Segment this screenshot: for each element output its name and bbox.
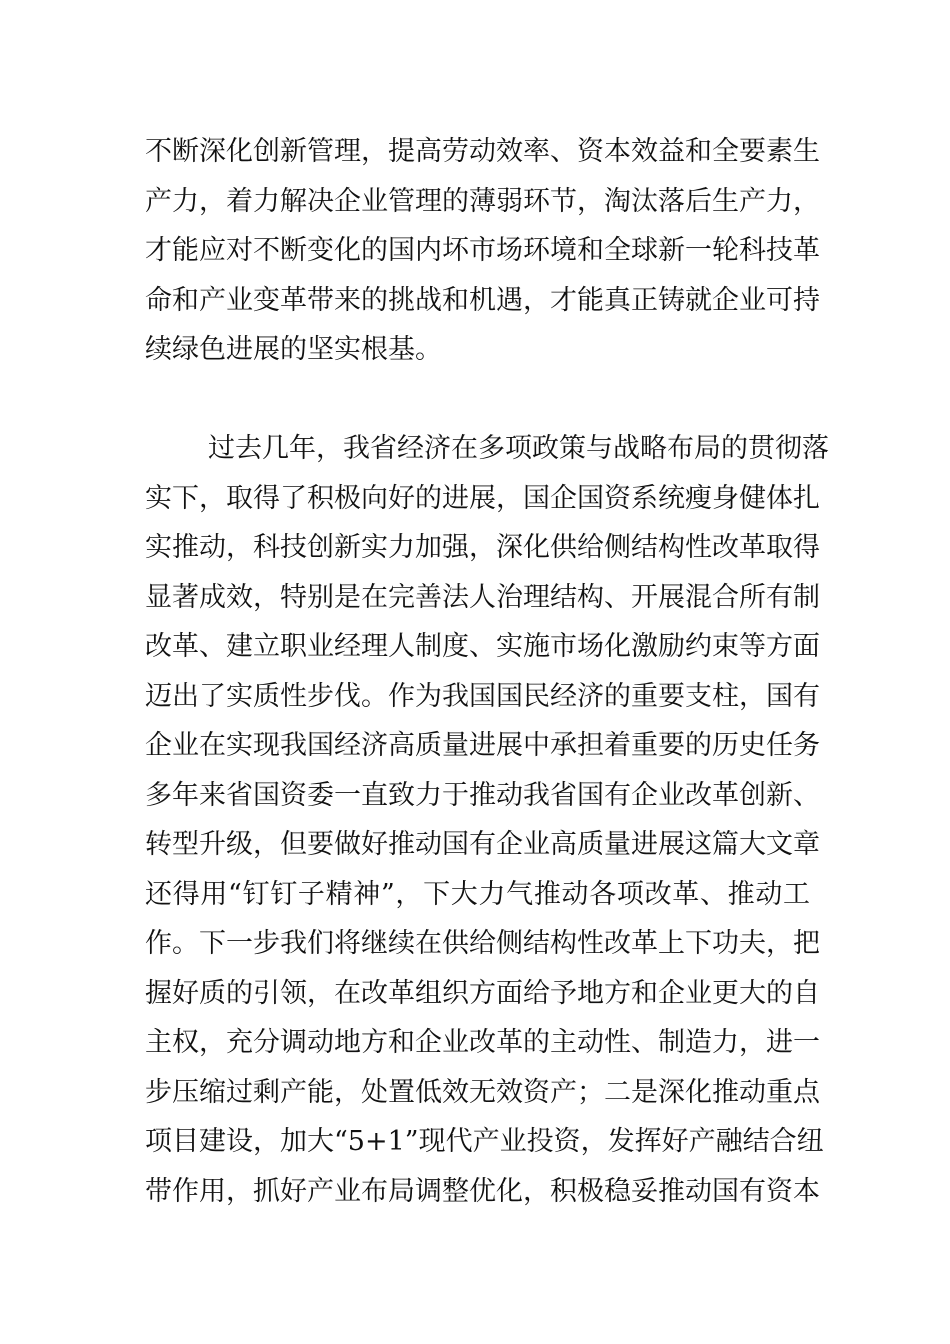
text-line: 主权，充分调动地方和企业改革的主动性、制造力，进一: [145, 1027, 820, 1058]
text-line: 显著成效，特别是在完善法人治理结构、开展混合所有制: [145, 582, 820, 613]
text-line: 企业在实现我国经济高质量进展中承担着重要的历史任务: [145, 730, 820, 761]
text-line: 才能应对不断变化的国内坏市场环境和全球新一轮科技革: [145, 235, 820, 266]
text-line: 实推动，科技创新实力加强，深化供给侧结构性改革取得: [145, 532, 820, 563]
text-line: 产力，着力解决企业管理的薄弱环节，淘汰落后生产力，: [145, 186, 820, 217]
text-line: 握好质的引领，在改革组织方面给予地方和企业更大的自: [145, 978, 820, 1009]
text-line: 转型升级，但要做好推动国有企业高质量进展这篇大文章: [145, 829, 820, 860]
text-line: 续绿色进展的坚实根基。: [145, 334, 442, 365]
text-line: 实下，取得了积极向好的进展，国企国资系统瘦身健体扎: [145, 483, 820, 514]
text-line: 还得用“钉钉子精神”，下大力气推动各项改革、推动工: [145, 879, 810, 910]
text-line: 多年来省国资委一直致力于推动我省国有企业改革创新、: [145, 780, 820, 811]
text-line: 步压缩过剩产能，处置低效无效资产；二是深化推动重点: [145, 1077, 820, 1108]
text-line: 项目建设，加大“5+1”现代产业投资，发挥好产融结合纽: [145, 1126, 824, 1157]
text-line: 过去几年，我省经济在多项政策与战略布局的贯彻落: [208, 433, 829, 464]
text-line: 改革、建立职业经理人制度、实施市场化激励约束等方面: [145, 631, 820, 662]
text-line: 迈出了实质性步伐。作为我国国民经济的重要支柱，国有: [145, 681, 820, 712]
text-line: 带作用，抓好产业布局调整优化，积极稳妥推动国有资本: [145, 1176, 820, 1207]
text-line: 命和产业变革带来的挑战和机遇，才能真正铸就企业可持: [145, 285, 820, 316]
text-line: 作。下一步我们将继续在供给侧结构性改革上下功夫，把: [145, 928, 820, 959]
text-line: 不断深化创新管理，提高劳动效率、资本效益和全要素生: [145, 136, 820, 167]
